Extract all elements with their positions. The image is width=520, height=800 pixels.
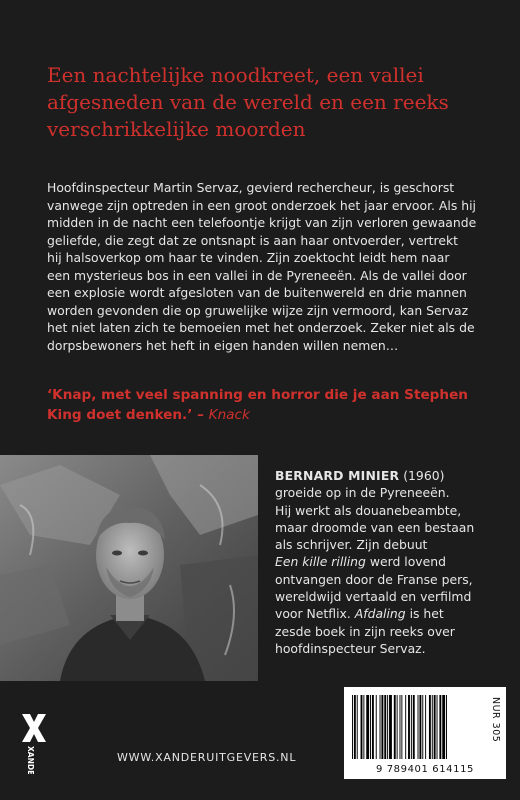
barcode-bar (422, 695, 423, 759)
barcode-bar (418, 695, 419, 759)
barcode-bar (439, 695, 441, 759)
headline (47, 62, 487, 143)
barcode-bar (397, 695, 398, 759)
barcode-bar (372, 695, 374, 759)
barcode-bar (442, 695, 445, 759)
isbn-barcode (344, 687, 506, 779)
blurb-line: dorpsbewoners het heft in eigen handen willen nemen… (47, 337, 399, 353)
bio-text: werd lovend (365, 554, 446, 570)
author-photo (0, 455, 258, 681)
barcode-bar (357, 695, 358, 759)
nur-text: NUR 305 (490, 697, 501, 743)
blurb (47, 179, 477, 354)
barcode-bar (370, 695, 371, 759)
headline-line: Een nachtelijke noodkreet, een vallei (47, 63, 424, 87)
blurb-line: hij halsoverkop om haar te vinden. Zijn zoektocht leidt hem naar (47, 250, 450, 265)
barcode-bar (384, 695, 386, 759)
barcode-bar (361, 695, 363, 759)
quote-source: Knack (208, 407, 250, 423)
barcode-bar (352, 695, 353, 759)
book-title-debut: Een kille rilling (275, 554, 366, 570)
bio-line: als schrijver. Zijn debuut (275, 537, 428, 553)
blurb-line: vanwege zijn optreden in een groot onderzoek het jaar ervoor. Als hij (47, 197, 476, 213)
publisher-website[interactable]: WWW.XANDERUITGEVERS.NL (117, 751, 297, 764)
quote-line: ‘Knap, met veel spanning en horror die je aan Stephen (47, 387, 468, 403)
blurb-line: het niet laten zich te bemoeien met het onderzoek. Zeker niet als de (47, 320, 475, 335)
barcode-bar (446, 695, 447, 759)
barcode-bars (350, 695, 490, 761)
barcode-bar (405, 695, 406, 759)
barcode-bar (363, 695, 364, 759)
publisher-logo (20, 712, 48, 774)
barcode-bar (394, 695, 396, 759)
bio-line: ontvangen door de Franse pers, (275, 571, 473, 587)
bio-line (275, 605, 505, 622)
quote-line (47, 405, 477, 425)
bio-line: hoofdinspecteur Servaz. (275, 640, 426, 656)
quote-text: King doet denken.’ – (47, 407, 209, 423)
book-title: Afdaling (354, 606, 406, 622)
bio-line: groeide op in de Pyreneeën. (275, 485, 450, 501)
barcode-bar (413, 695, 415, 759)
barcode-bar (434, 695, 436, 759)
author-birth-year: (1960) (399, 468, 445, 483)
headline-line: verschrikkelijke moorden (47, 117, 306, 141)
barcode-bar (419, 695, 421, 759)
barcode-bar (381, 695, 383, 759)
barcode-bar (432, 695, 433, 759)
publisher-logo-text: XANDER (26, 746, 35, 774)
blurb-line: een mysterieus bos in een vallei in de Pyreneeën. Als de vallei door (47, 267, 467, 283)
blurb-line: geliefde, die zegt dat ze ontsnapt is aan haar ontvoerder, vertrekt (47, 232, 458, 248)
blurb-line: midden in de nacht een telefoontje krijgt van zijn verloren gewaande (47, 215, 477, 230)
barcode-bar (400, 695, 401, 759)
bio-line: Hij werkt als douanebeambte, (275, 502, 462, 518)
review-quote (47, 385, 477, 425)
bio-line (275, 553, 505, 570)
bio-text: is het (405, 606, 444, 622)
bio-text: voor Netflix. (275, 606, 355, 622)
nur-code (490, 697, 502, 741)
barcode-bar (380, 695, 381, 759)
blurb-line: een explosie wordt afgesloten van de buitenwereld en drie mannen (47, 285, 467, 300)
barcode-bar (389, 695, 392, 759)
barcode-bar (376, 695, 377, 759)
barcode-bar (429, 695, 431, 759)
barcode-bar (437, 695, 438, 759)
bio-line (275, 467, 505, 484)
headline-line: afgesneden van de wereld en een reeks (47, 90, 449, 114)
isbn-number: 9 789401 614115 (375, 764, 475, 775)
barcode-bar (401, 695, 402, 759)
barcode-bar (425, 695, 426, 759)
barcode-bar (408, 695, 410, 759)
author-name: BERNARD MINIER (275, 468, 400, 483)
bio-line: maar droomde van een bestaan (275, 519, 475, 535)
blurb-line: worden gevonden die op gruwelijke wijze zijn vermoord, kan Servaz (47, 302, 469, 318)
barcode-bar (411, 695, 412, 759)
barcode-bar (387, 695, 388, 759)
bio-line: zesde boek in zijn reeks over (275, 623, 455, 639)
barcode-bar (366, 695, 369, 759)
barcode-bar (354, 695, 356, 759)
author-bio (275, 467, 505, 657)
blurb-line: Hoofdinspecteur Martin Servaz, gevierd rechercheur, is geschorst (47, 180, 455, 195)
bio-line: wereldwijd vertaald en verfilmd (275, 589, 472, 605)
